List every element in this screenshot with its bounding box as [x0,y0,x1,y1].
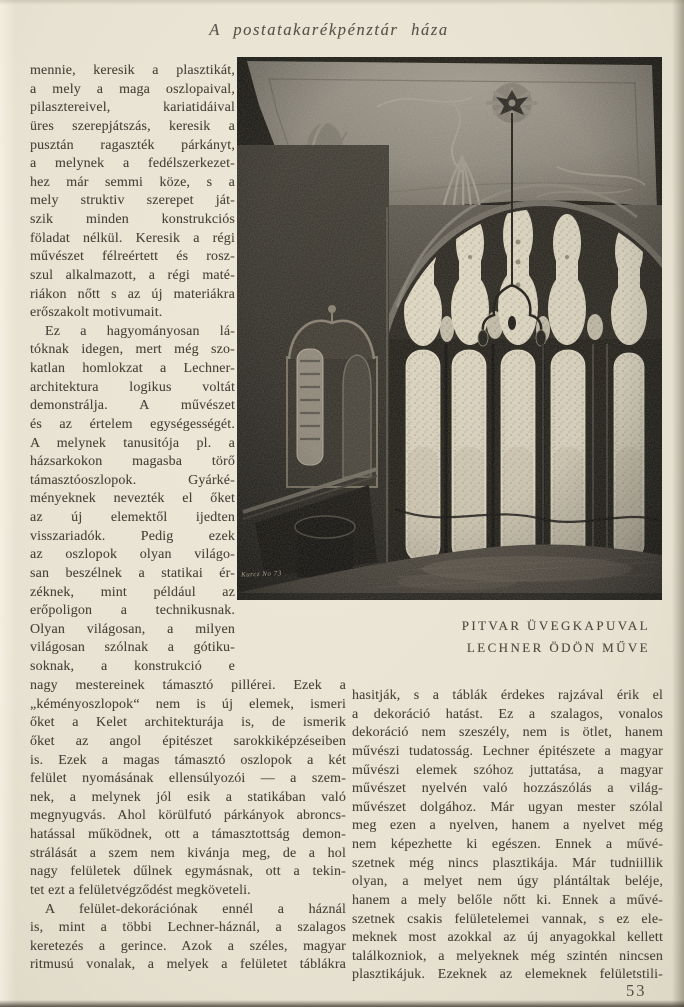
text-line: san beszélnek a statikai ér- [30,565,235,581]
text-line: a melynek a fedélszerkezet- [30,156,235,172]
page-number: 53 [626,981,647,1000]
vestibule-photo-rendering [237,57,662,600]
text-line: és az értelem egységességét. [30,416,235,432]
text-line: szik minden konstrukciós [30,212,235,227]
text-line: A melynek tanusitója pl. a [30,435,235,451]
text-line: művészet nyelvén való hozzászólás a világ- [352,781,663,797]
text-line: hanem a mely belőle nőtt ki. Ennek a művé- [352,892,663,908]
text-line: szul alkalmazott, a régi maté- [30,267,235,283]
text-line: hez már semmi köze, s a [30,174,235,190]
text-line: is. Ezek a magas támasztó oszlopok a két [30,752,346,768]
text-line: nek, a melynek jól esik a statikában való [30,789,346,805]
text-line: találkozniok, a melyeknek még szintén nincsen [352,948,663,964]
article-column-narrow [30,62,235,677]
text-line: meg ezen a nyelven, hanem a nyelvet még [352,818,663,834]
text-line: nagy mestereinek támasztó pillérei. Ezek a [30,678,346,693]
text-line: meknek most azokkal az új anyagokkal kellett [352,930,663,946]
text-line: házsarkokon magasba törő [30,454,235,470]
photo-caption [462,615,650,659]
text-line: Ez a hagyományosan lá- [45,323,235,339]
article-column-left-wide [30,677,346,975]
text-line: visszariadók. Pedig ezek [30,528,235,544]
text-line: őket az angol épitészet sarokkiképzéseiben [30,733,346,749]
text-line: nem képezhette ki egészen. Ennek a művé- [352,837,663,852]
vestibule-photograph [237,57,662,600]
text-line: a dekoráció hatást. Ez a szalagos, vonalos [352,706,663,722]
scan-edge-right [672,0,684,1007]
photo-caption-line-2: LECHNER ÖDÖN MŰVE [466,640,650,655]
text-line: megnyugvás. Ahol körülfutó párkányok abroncs- [30,808,346,824]
text-line: A felület-dekorációnak ennél a háznál [45,901,346,917]
text-line: mennie, keresik a plasztikát, [30,63,235,78]
text-line: felület nyomásának ellensúlyozói — a szem- [30,771,346,787]
text-line: nagy felületek dűlnek egymásnak, ott a tekin- [30,864,346,880]
text-line: szetnek csakis felületelemei vannak, s ez ele- [352,911,663,927]
text-line: riákon nőtt s az új materiákra [30,286,235,302]
text-line: mely struktiv szerepet ját- [30,193,235,209]
text-line: őket a Kelet architekturája is, de ismerik [30,715,346,731]
text-line: ményeknek nevezték el őket [30,491,235,507]
scan-edge-left [0,0,16,1007]
scan-edge-top [0,0,684,5]
text-line: támasztóoszlopok. Gyárké- [30,472,235,488]
text-line: hatással működnek, ott a támasztottság demon- [30,827,346,842]
text-line: ritmusú vonalak, a melyek a felületet táblákra [30,957,346,973]
text-line: keretezés a gerince. Azok a széles, magyar [30,938,346,954]
text-line: hasitják, s a táblák érdekes rajzával érik el [352,688,663,703]
text-line: tóknak idegen, mert még szo- [30,342,235,358]
text-line: világosan szólnak a gótiku- [30,640,235,656]
text-line: pusztán ragaszték párkányt, [30,137,235,153]
text-line: az oszlopok olyan világo- [30,547,235,563]
text-line: pilasztereivel, kariatidáival [30,100,235,116]
text-line: az új elemektől ijedten [30,510,235,525]
photo-caption-line-1: PITVAR ÜVEGKAPUVAL [461,618,650,633]
text-line: architektura logikus voltát [30,379,235,395]
text-line: soknak, a konstrukció e [30,659,235,674]
text-line: erőpoligon a technikusnak. [30,603,235,619]
text-line: dekoráció nem szeszély, nem is ötlet, hanem [352,725,663,741]
photo-grain [237,57,662,600]
photographer-signature: Kurcz No 73 [240,569,282,579]
article-column-right [352,687,663,985]
text-line: olyan, a melyet nem úgy plántáltak beléje, [352,874,663,890]
text-line: szetnek még nincs plasztikája. Már tudniillik [352,855,663,871]
text-line: is, mint a többi Lechner-háznál, a szalagos [30,920,346,936]
text-line: erőszakolt motivumait. [30,305,163,321]
text-line: „kéményoszlopok“ nem is új elemek, ismeri [30,696,346,712]
scan-edge-bottom [0,1000,684,1007]
text-line: művészi elemek szóhoz juttatása, a magyar [352,762,663,778]
text-line: demonstrálja. A művészet [30,398,235,414]
text-line: föladat nélkül. Keresik a régi [30,230,235,246]
text-line: plasztikájuk. Ezeknek az elemeknek felületstili- [352,967,663,983]
page-title: A postatakarékpénztár háza [209,20,449,39]
text-line: művészet félreértett és rosz- [30,249,235,265]
text-line: a mely a maga oszlopaival, [30,81,235,97]
text-line: katlan homlokzat a Lechner- [30,361,235,376]
text-line: művészi tudatosság. Lechner épitészete a magyar [352,743,663,759]
text-line: Olyan világosan, a milyen [30,621,235,637]
text-line: művészet dolgához. Már ugyan mester szólal [352,799,663,815]
text-line: strálását a szem nem kivánja meg, de a hol [30,845,346,861]
text-line: üres szerepjátszás, keresik a [30,118,235,134]
text-line: tet ezt a felületvégződést megköveteli. [30,882,251,898]
text-line: zéknek, mint például az [30,584,235,600]
